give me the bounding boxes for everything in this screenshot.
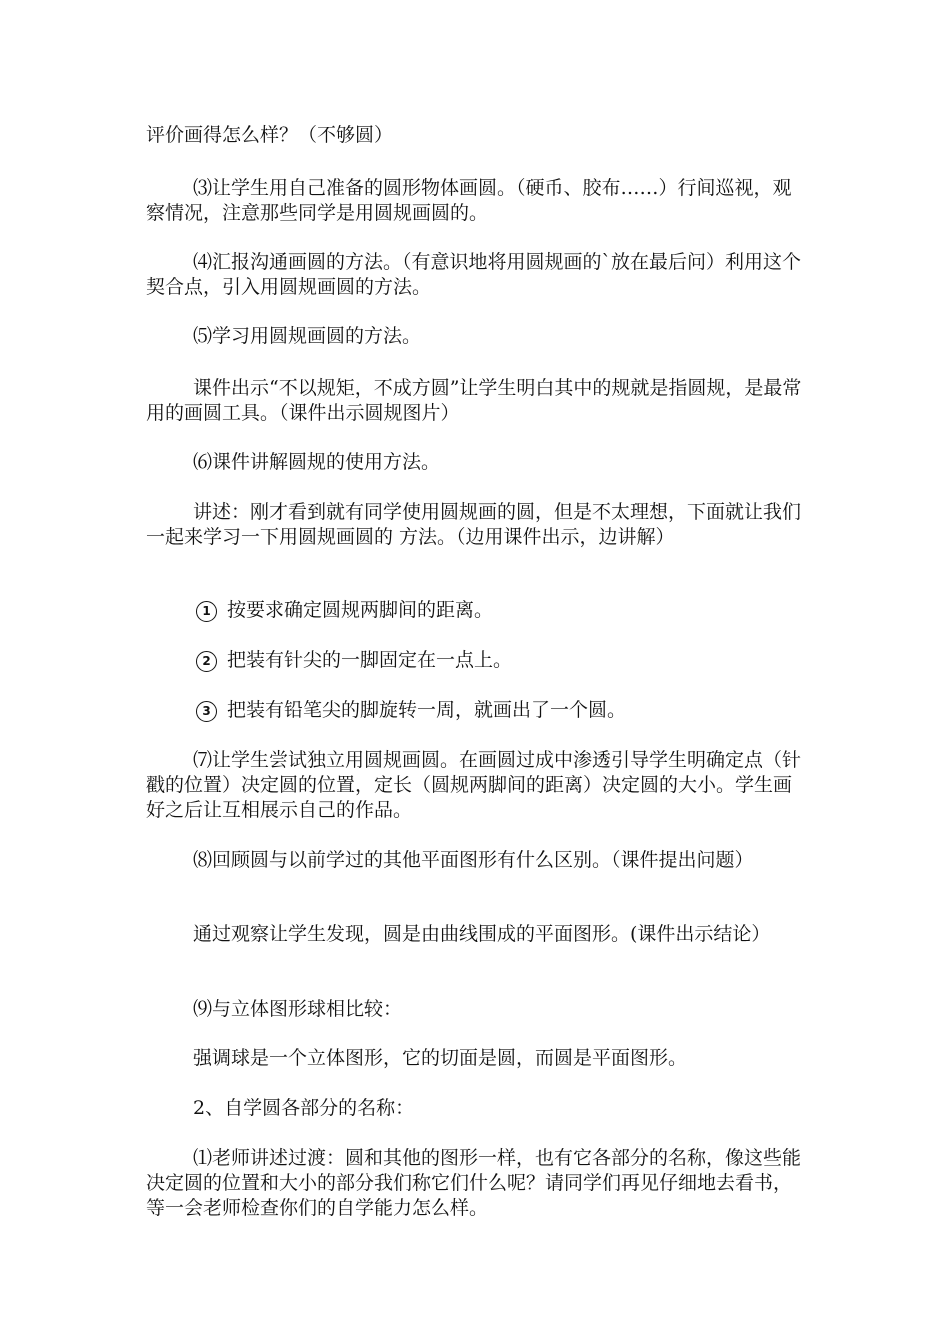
paragraph-step-6: ⑹课件讲解圆规的使用方法。 <box>193 451 441 473</box>
circled-number: 3 <box>196 701 217 722</box>
paragraph-step-3: ⑶让学生用自己准备的圆形物体画圆。（硬币、胶布……）行间巡视，观察情况，注意那些同学是用圆规画圆的。 <box>146 177 792 224</box>
paragraph-evaluation: 评价画得怎么样？（不够圆） <box>146 124 394 146</box>
paragraph-observation: 通过观察让学生发现，圆是由曲线围成的平面图形。(课件出示结论） <box>193 923 771 945</box>
section-heading-2: 2、自学圆各部分的名称： <box>193 1097 415 1119</box>
paragraph-step-9: ⑼与立体图形球相比较： <box>193 998 403 1020</box>
compass-step-text: 按要求确定圆规两脚间的距离。 <box>227 599 494 621</box>
compass-step-3 <box>196 698 626 723</box>
paragraph-courseware: 课件出示“不以规矩，不成方圆”让学生明白其中的规就是指圆规，是最常用的画圆工具。（课件出示圆规图片） <box>146 377 802 424</box>
paragraph-step-7: ⑺让学生尝试独立用圆规画圆。在画圆过成中渗透引导学生明确定点（针戳的位置）决定圆的位置，定长（圆规两脚间的距离）决定圆的大小。学生画好之后让互相展示自己的作品。 <box>146 749 802 821</box>
paragraph-sphere: 强调球是一个立体图形，它的切面是圆，而圆是平面图形。 <box>193 1047 688 1069</box>
paragraph-step-5: ⑸学习用圆规画圆的方法。 <box>193 325 422 347</box>
paragraph-step-4: ⑷汇报沟通画圆的方法。（有意识地将用圆规画的`放在最后问）利用这个契合点，引入用圆规画圆的方法。 <box>146 251 802 298</box>
compass-step-text: 把装有针尖的一脚固定在一点上。 <box>227 649 513 671</box>
compass-step-text: 把装有铅笔尖的脚旋转一周，就画出了一个圆。 <box>227 699 627 721</box>
compass-step-1 <box>196 598 493 623</box>
circled-number: 1 <box>196 601 217 622</box>
circled-number: 2 <box>196 651 217 672</box>
compass-step-2 <box>196 648 512 673</box>
paragraph-step-8: ⑻回顾圆与以前学过的其他平面图形有什么区别。（课件提出问题） <box>193 849 754 871</box>
paragraph-narration: 讲述：刚才看到就有同学使用圆规画的圆，但是不太理想，下面就让我们一起来学习一下用圆规画圆的 方法。（边用课件出示，边讲解） <box>146 501 802 548</box>
paragraph-transition: ⑴老师讲述过渡：圆和其他的图形一样，也有它各部分的名称，像这些能决定圆的位置和大小的部分我们称它们什么呢？请同学们再见仔细地去看书，等一会老师检查你们的自学能力怎么样。 <box>146 1147 802 1219</box>
